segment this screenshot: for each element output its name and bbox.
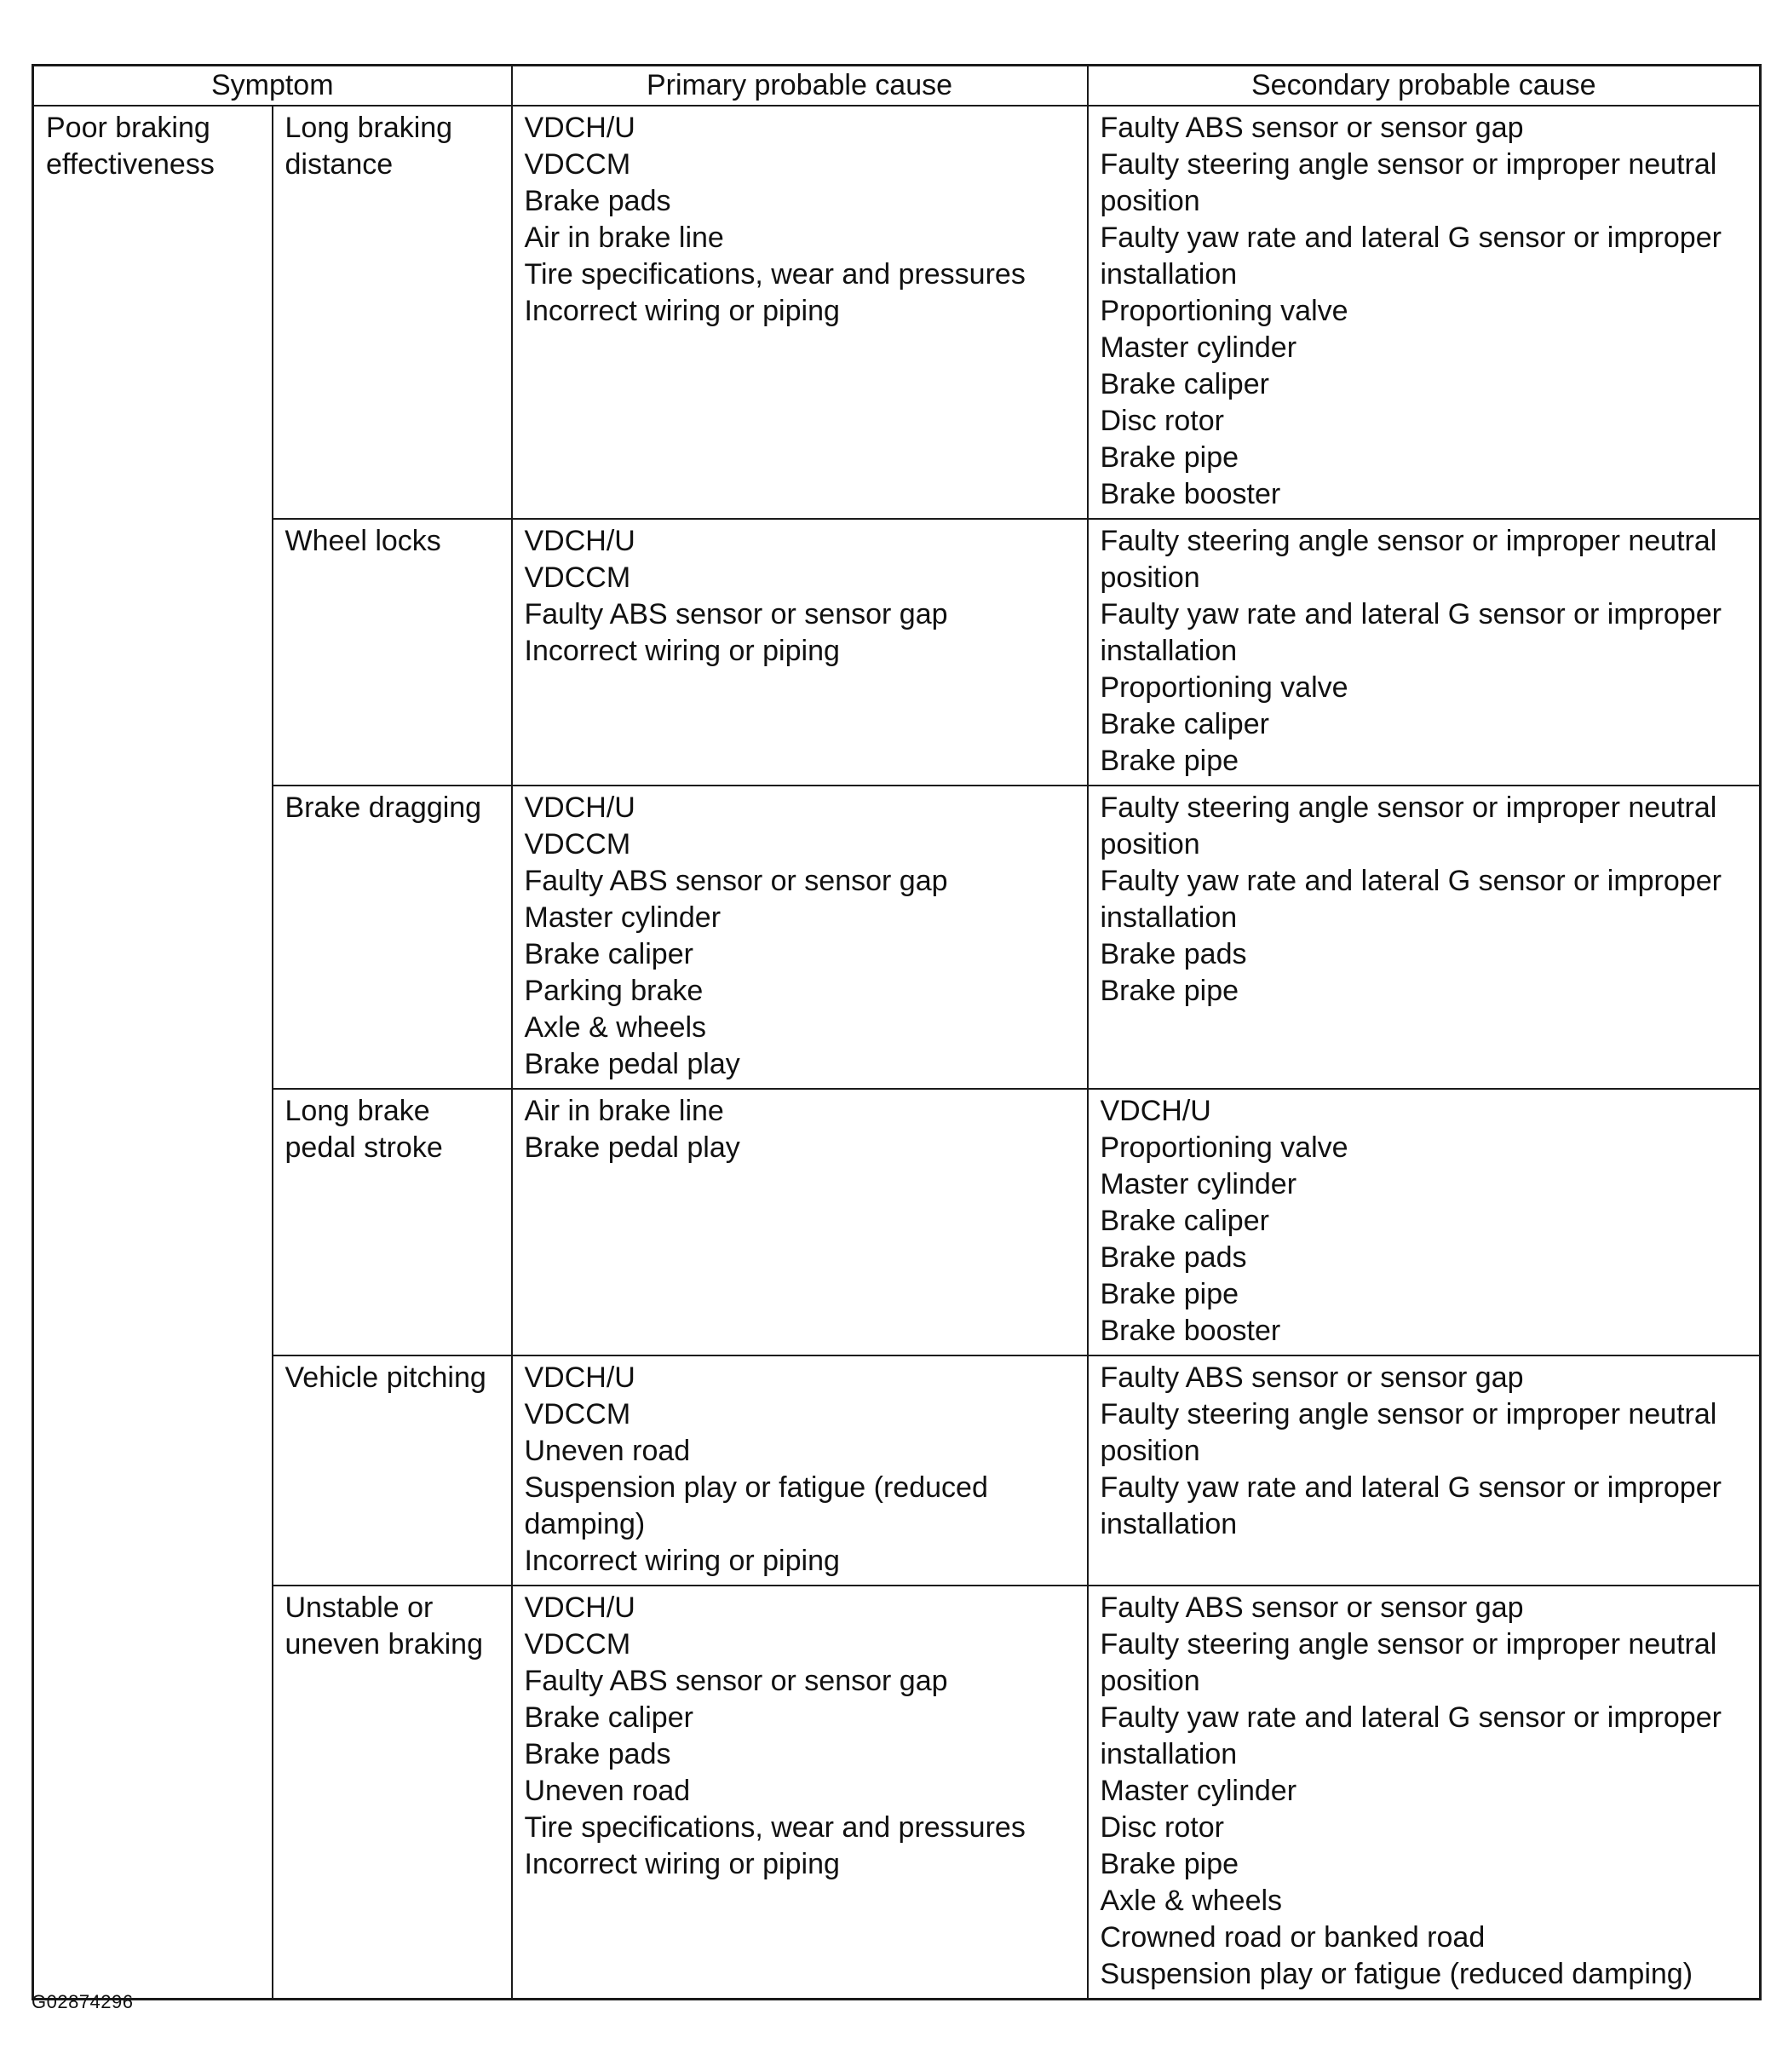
table-row (33, 1586, 1761, 2000)
sub-symptom: Brake dragging (273, 786, 512, 1089)
cause-item: Brake pipe (1100, 975, 1239, 1007)
secondary-causes (1088, 519, 1761, 786)
sub-symptom: Long brake pedal stroke (273, 1089, 512, 1355)
cause-item: Proportioning valve (1100, 671, 1348, 704)
cause-item: VDCH/U (524, 1361, 635, 1394)
cause-item: Brake booster (1100, 1315, 1281, 1347)
cause-item: Tire specifications, wear and pressures (524, 1811, 1026, 1844)
cause-item: Faulty ABS sensor or sensor gap (1100, 1361, 1524, 1394)
cause-item: Tire specifications, wear and pressures (524, 258, 1026, 291)
cause-item: Faulty steering angle sensor or improper neutral position (1100, 1628, 1717, 1697)
cause-item: Master cylinder (524, 901, 722, 934)
cause-item: Brake pads (1100, 938, 1247, 970)
cause-item: Axle & wheels (524, 1011, 707, 1044)
sub-symptom: Wheel locks (273, 519, 512, 786)
sub-symptom: Long braking distance (273, 106, 512, 519)
cause-item: VDCH/U (524, 1591, 635, 1624)
secondary-causes (1088, 106, 1761, 519)
header-secondary-cause: Secondary probable cause (1088, 66, 1761, 106)
table-row (33, 519, 1761, 786)
cause-item: VDCCM (524, 561, 631, 594)
cause-item: Brake caliper (524, 938, 693, 970)
cause-item: Disc rotor (1100, 1811, 1224, 1844)
figure-id: G02874296 (32, 1991, 134, 2012)
cause-item: Disc rotor (1100, 405, 1224, 437)
cause-item: Faulty yaw rate and lateral G sensor or improper installation (1100, 1471, 1722, 1540)
sub-symptom: Unstable or uneven braking (273, 1586, 512, 2000)
sub-symptom: Vehicle pitching (273, 1355, 512, 1586)
cause-item: VDCH/U (1100, 1095, 1211, 1127)
cause-item: VDCCM (524, 828, 631, 860)
cause-item: Faulty yaw rate and lateral G sensor or improper installation (1100, 865, 1722, 934)
cause-item: Axle & wheels (1100, 1885, 1283, 1917)
cause-item: Faulty ABS sensor or sensor gap (1100, 1591, 1524, 1624)
primary-causes (512, 106, 1088, 519)
cause-item: VDCH/U (524, 112, 635, 144)
cause-item: Faulty steering angle sensor or improper neutral position (1100, 791, 1717, 860)
cause-item: Brake caliper (524, 1701, 693, 1734)
cause-item: Air in brake line (524, 222, 724, 254)
cause-item: Faulty yaw rate and lateral G sensor or improper installation (1100, 222, 1722, 291)
cause-item: Proportioning valve (1100, 295, 1348, 327)
table-row (33, 1355, 1761, 1586)
cause-item: Brake pipe (1100, 441, 1239, 474)
secondary-causes (1088, 1355, 1761, 1586)
cause-item: Brake pipe (1100, 745, 1239, 777)
cause-item: Faulty steering angle sensor or improper neutral position (1100, 1398, 1717, 1467)
cause-item: VDCCM (524, 148, 631, 181)
cause-item: Faulty ABS sensor or sensor gap (524, 865, 948, 897)
cause-item: Brake caliper (1100, 1205, 1269, 1237)
primary-causes (512, 1355, 1088, 1586)
cause-item: Uneven road (524, 1775, 691, 1807)
header-primary-cause: Primary probable cause (512, 66, 1088, 106)
cause-item: Brake pedal play (524, 1048, 740, 1080)
header-symptom: Symptom (33, 66, 512, 106)
table-row (33, 786, 1761, 1089)
cause-item: Suspension play or fatigue (reduced damping) (1100, 1958, 1693, 1990)
secondary-causes (1088, 1089, 1761, 1355)
primary-causes (512, 786, 1088, 1089)
secondary-causes (1088, 786, 1761, 1089)
primary-causes (512, 1089, 1088, 1355)
cause-item: Brake pads (524, 1738, 671, 1770)
cause-item: Suspension play or fatigue (reduced damping) (524, 1471, 988, 1540)
cause-item: Brake pads (1100, 1241, 1247, 1274)
primary-causes (512, 1586, 1088, 2000)
symptom-group: Poor braking effectiveness (33, 106, 273, 2000)
table-row (33, 106, 1761, 519)
cause-item: Faulty ABS sensor or sensor gap (524, 1665, 948, 1697)
cause-item: Brake pedal play (524, 1131, 740, 1164)
table-row (33, 1089, 1761, 1355)
cause-item: Faulty steering angle sensor or improper neutral position (1100, 525, 1717, 594)
cause-item: Brake pads (524, 185, 671, 217)
cause-item: VDCH/U (524, 791, 635, 824)
table-body (33, 106, 1761, 2000)
cause-item: Master cylinder (1100, 1168, 1297, 1200)
cause-item: Incorrect wiring or piping (524, 295, 840, 327)
cause-item: Incorrect wiring or piping (524, 635, 840, 667)
cause-item: Faulty ABS sensor or sensor gap (1100, 112, 1524, 144)
cause-item: Brake caliper (1100, 368, 1269, 400)
cause-item: Master cylinder (1100, 331, 1297, 364)
cause-item: Faulty steering angle sensor or improper neutral position (1100, 148, 1717, 217)
cause-item: Brake pipe (1100, 1848, 1239, 1880)
cause-item: Uneven road (524, 1435, 691, 1467)
cause-item: Faulty yaw rate and lateral G sensor or improper installation (1100, 1701, 1722, 1770)
cause-item: Faulty ABS sensor or sensor gap (524, 598, 948, 630)
cause-item: Incorrect wiring or piping (524, 1848, 840, 1880)
diagnosis-table (32, 64, 1762, 2000)
primary-causes (512, 519, 1088, 786)
cause-item: Parking brake (524, 975, 704, 1007)
cause-item: Incorrect wiring or piping (524, 1545, 840, 1577)
secondary-causes (1088, 1586, 1761, 2000)
cause-item: Brake caliper (1100, 708, 1269, 740)
cause-item: VDCCM (524, 1628, 631, 1660)
cause-item: Faulty yaw rate and lateral G sensor or improper installation (1100, 598, 1722, 667)
cause-item: Brake pipe (1100, 1278, 1239, 1310)
cause-item: VDCH/U (524, 525, 635, 557)
header-row (33, 66, 1761, 106)
cause-item: Master cylinder (1100, 1775, 1297, 1807)
cause-item: Brake booster (1100, 478, 1281, 510)
cause-item: VDCCM (524, 1398, 631, 1430)
cause-item: Proportioning valve (1100, 1131, 1348, 1164)
cause-item: Air in brake line (524, 1095, 724, 1127)
cause-item: Crowned road or banked road (1100, 1921, 1486, 1954)
